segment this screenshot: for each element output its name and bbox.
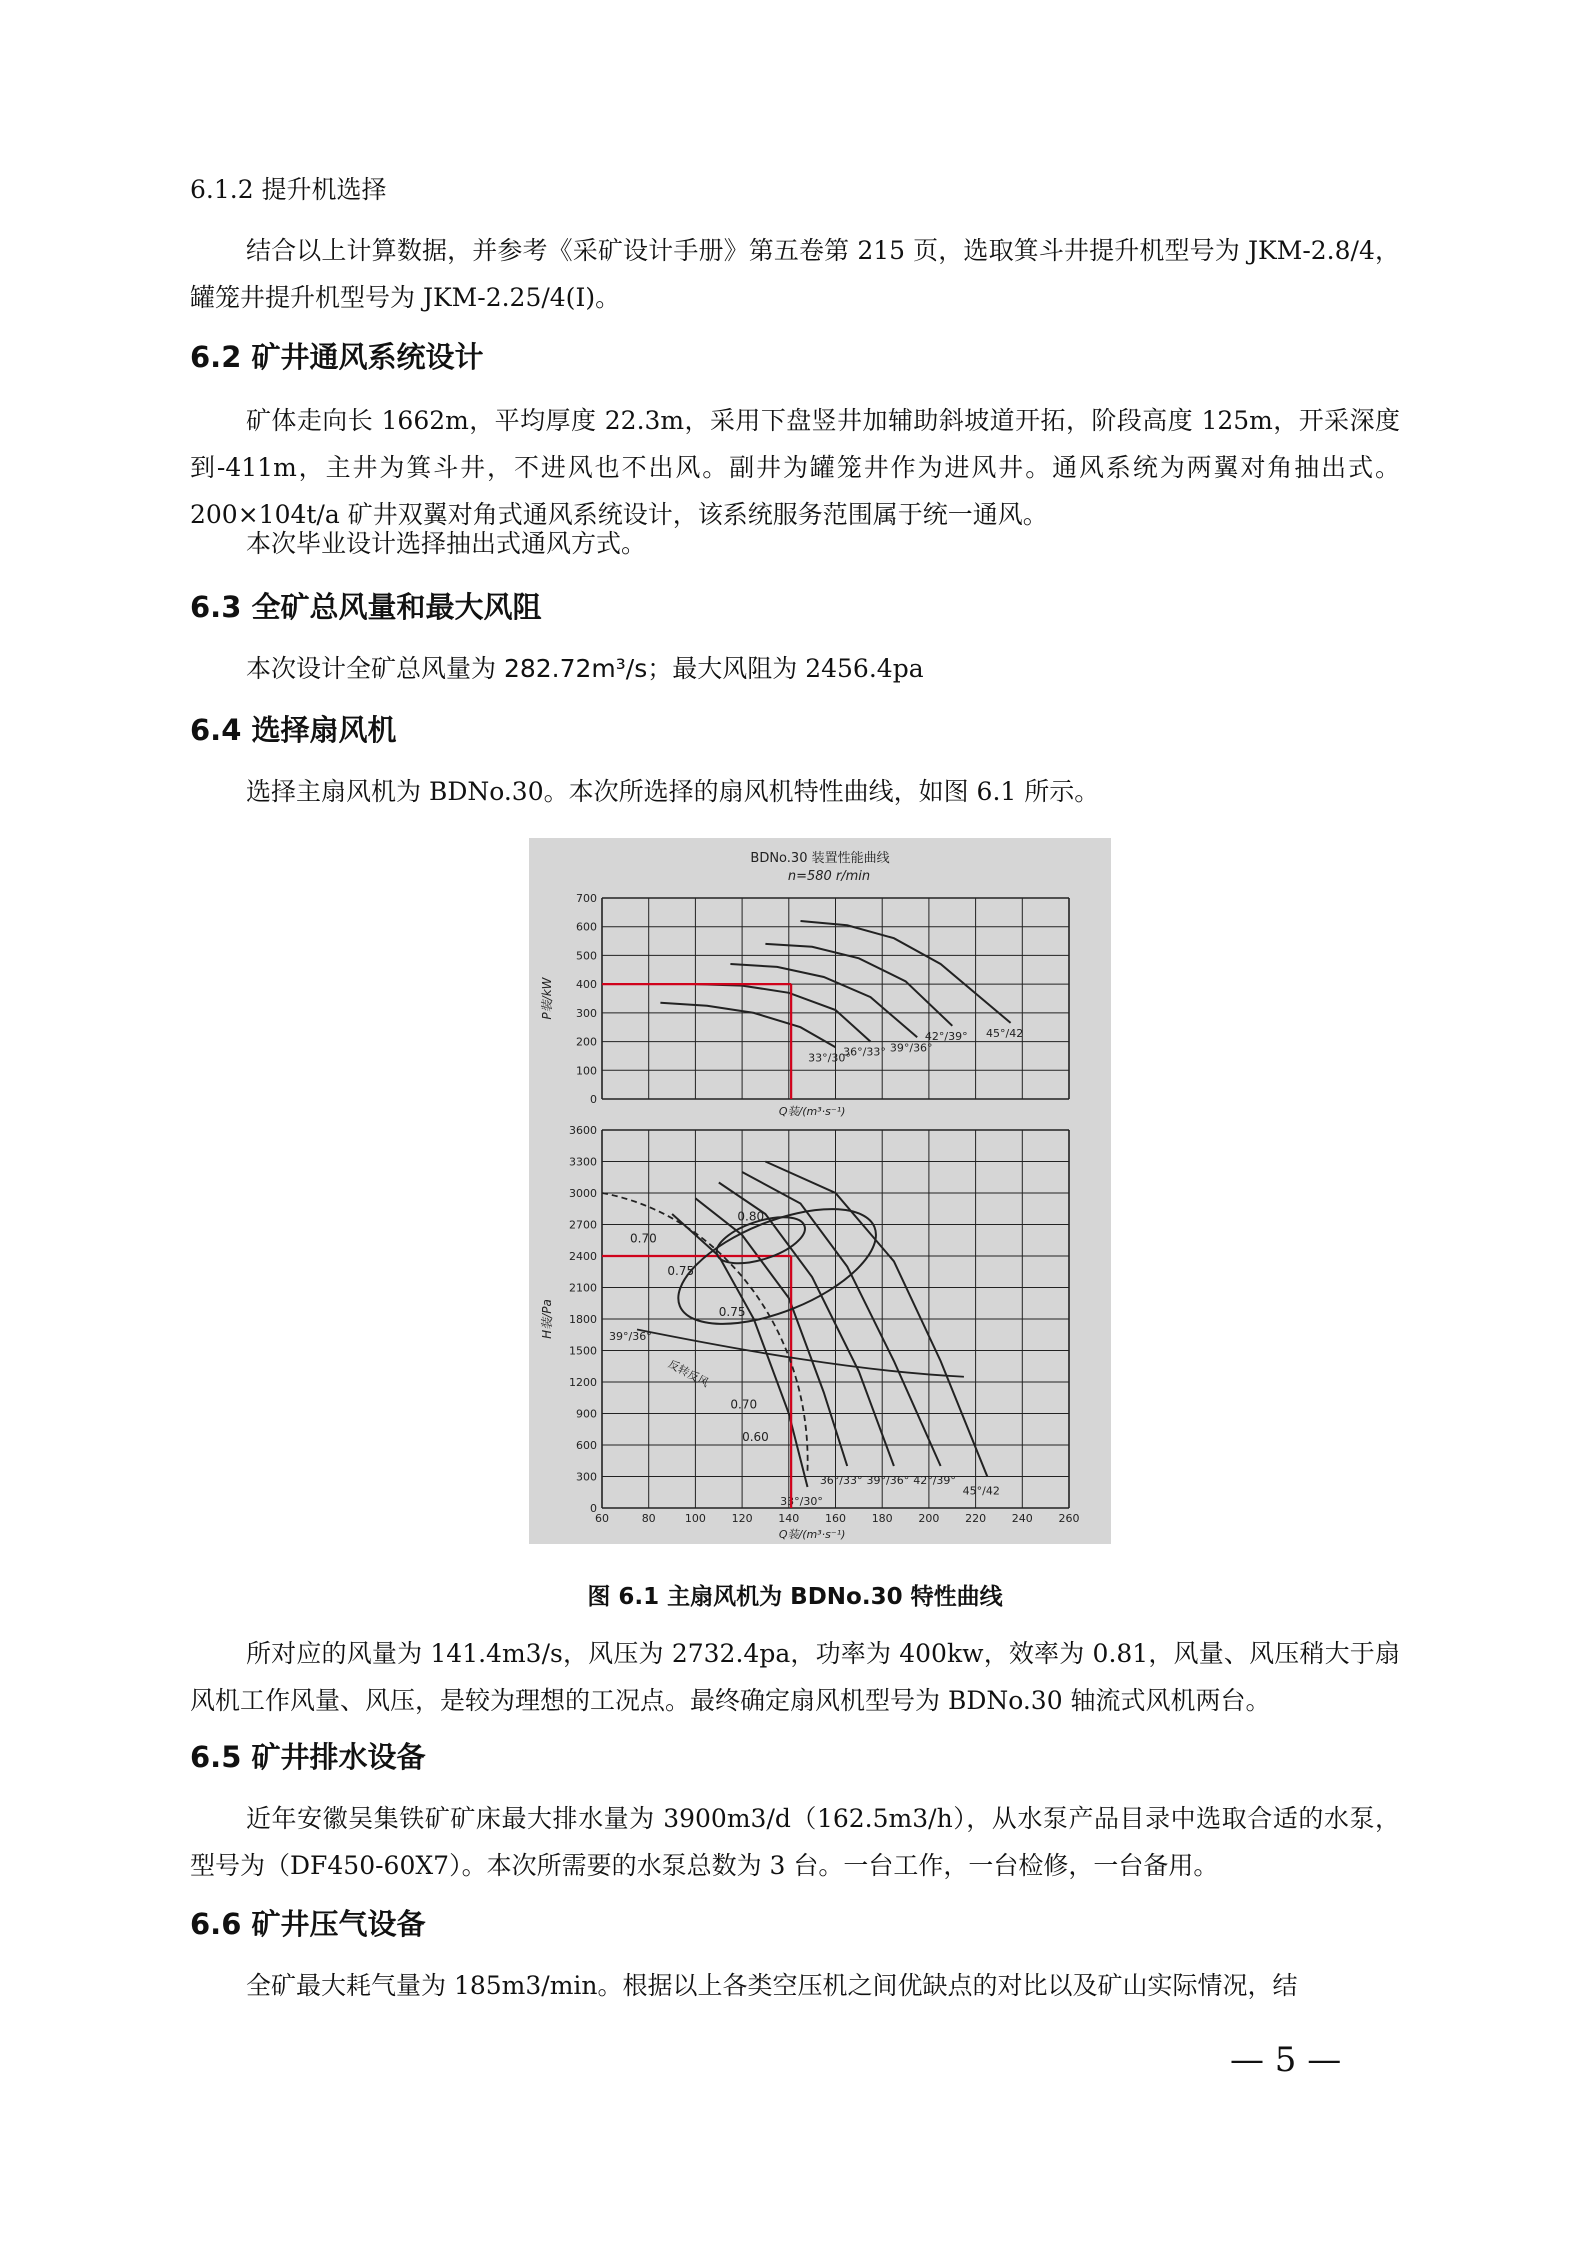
- chart-title: BDNo.30 装置性能曲线: [750, 851, 890, 866]
- series-label: 36°/33°: [843, 1045, 886, 1059]
- x-tick-label: 160: [825, 1512, 846, 1525]
- efficiency-label: 0.75: [667, 1263, 695, 1278]
- y-tick-label: 1500: [569, 1344, 597, 1358]
- series-label: 42°/39°: [913, 1474, 956, 1487]
- y-tick-label: 900: [576, 1407, 597, 1421]
- x-tick-label: 140: [778, 1512, 800, 1525]
- y-tick-label: 2700: [569, 1218, 597, 1232]
- section-6-2-paragraph-2: 本次毕业设计选择抽出式通风方式。: [246, 529, 647, 558]
- section-6-3-heading: 6.3 全矿总风量和最大风阻: [190, 590, 542, 624]
- y-tick-label: 300: [576, 1470, 597, 1484]
- y-tick-label: 600: [576, 920, 597, 934]
- series-label: 33°/30°: [808, 1051, 851, 1065]
- section-6-4-paragraph-2: 所对应的风量为 141.4m3/s，风压为 2732.4pa，功率为 400kw，效率为 0.81，风量、风压稍大于扇风机工作风量、风压，是较为理想的工况点。最终确定扇风机型号为 BDNo.30 轴流式风机两台。: [190, 1639, 1400, 1715]
- series-label: 33°/30°: [780, 1495, 823, 1508]
- section-6-3-text-b: ；最大风阻为 2456.4pa: [647, 654, 924, 683]
- x-tick-label: 260: [1058, 1512, 1080, 1525]
- x-tick-label: 100: [684, 1512, 706, 1525]
- series-label: 45°/42: [986, 1026, 1024, 1040]
- figure-caption: 图 6.1 主扇风机为 BDNo.30 特性曲线: [587, 1584, 1003, 1610]
- y-tick-label: 3300: [569, 1155, 597, 1169]
- section-6-3-paragraph: [190, 645, 1400, 692]
- y-tick-label: 0: [590, 1502, 597, 1515]
- y-tick-label: 500: [576, 949, 597, 963]
- chart-subtitle: n=580 r/min: [787, 869, 871, 884]
- series-label: 39°/36°: [889, 1041, 933, 1055]
- series-label: 36°/33°: [819, 1474, 863, 1487]
- efficiency-label: 0.80: [737, 1209, 765, 1224]
- x-tick-label: 120: [731, 1512, 753, 1525]
- y-tick-label: 300: [576, 1006, 597, 1020]
- efficiency-label: 0.60: [742, 1429, 769, 1444]
- fan-performance-chart: [529, 838, 1111, 1544]
- section-6-1-2-paragraph: 结合以上计算数据，并参考《采矿设计手册》第五卷第 215 页，选取箕斗井提升机型号为 JKM-2.8/4，罐笼井提升机型号为 JKM-2.25/4(Ⅰ)。: [190, 236, 1400, 312]
- page-number: — 5 —: [1230, 2040, 1342, 2080]
- efficiency-label: 0.75: [718, 1304, 746, 1319]
- y-tick-label: 0: [590, 1093, 597, 1106]
- series-line-0: [801, 921, 1011, 1023]
- efficiency-contour: [663, 1185, 891, 1347]
- y-tick-label: 100: [576, 1064, 597, 1078]
- efficiency-label: 0.70: [630, 1231, 657, 1246]
- series-label: 42°/39°: [924, 1029, 968, 1043]
- annotation-label: 反转反风: [665, 1357, 711, 1390]
- section-6-6-paragraph: 全矿最大耗气量为 185m3/min。根据以上各类空压机之间优缺点的对比以及矿山实际情况，结: [246, 1971, 1298, 2000]
- x-tick-label: 240: [1011, 1512, 1033, 1525]
- x-tick-label: 220: [965, 1512, 987, 1525]
- series-line-0: [730, 964, 917, 1037]
- y-tick-label: 2100: [569, 1281, 597, 1295]
- total-airflow-value: 282.72m³/s: [503, 654, 648, 683]
- series-label: 45°/42: [962, 1484, 1000, 1498]
- y-tick-label: 1200: [569, 1376, 597, 1389]
- section-6-1-2-heading: 6.1.2 提升机选择: [190, 175, 387, 204]
- annotation-label: 39°/36°: [609, 1330, 652, 1343]
- section-6-5-paragraph: 近年安徽吴集铁矿矿床最大排水量为 3900m3/d（162.5m3/h），从水泵产品目录中选取合适的水泵，型号为（DF450-60X7）。本次所需要的水泵总数为 3 台。一台工作，一台检修，一台备用。: [190, 1804, 1400, 1880]
- section-6-2-heading: 6.2 矿井通风系统设计: [190, 340, 484, 374]
- y-tick-label: 600: [576, 1439, 597, 1452]
- x-tick-label: 180: [871, 1512, 893, 1525]
- x-tick-label: 80: [641, 1512, 656, 1525]
- y-tick-label: 200: [576, 1035, 597, 1049]
- x-axis-label: Q装/(m³·s⁻¹): [778, 1528, 846, 1541]
- efficiency-label: 0.70: [730, 1397, 758, 1412]
- y-tick-label: 1800: [569, 1313, 597, 1326]
- x-tick-label: 60: [595, 1512, 609, 1525]
- y-tick-label: 400: [576, 978, 597, 992]
- section-6-2-paragraph-1: 矿体走向长 1662m，平均厚度 22.3m，采用下盘竖井加辅助斜坡道开拓，阶段高度 125m，开采深度到-411m，主井为箕斗井，不进风也不出风。副井为罐笼井作为进风井。通风系统为两翼对角抽出式。200×104t/a 矿井双翼对角式通风系统设计，该系统服务范围属于统一通风。: [190, 406, 1400, 529]
- y-tick-label: 2400: [569, 1250, 597, 1263]
- series-line-0: [765, 944, 952, 1026]
- section-6-4-paragraph-1: 选择主扇风机为 BDNo.30。本次所选择的扇风机特性曲线，如图 6.1 所示。: [246, 777, 1100, 806]
- section-6-4-heading: 6.4 选择扇风机: [190, 713, 397, 747]
- y-tick-label: 700: [576, 892, 597, 905]
- y-axis-label: P装/kW: [540, 977, 554, 1020]
- series-label: 39°/36°: [866, 1474, 910, 1487]
- x-tick-label: 200: [918, 1512, 940, 1525]
- y-tick-label: 3000: [569, 1187, 597, 1200]
- y-tick-label: 3600: [569, 1124, 597, 1137]
- section-6-3-text-a: 本次设计全矿总风量为: [246, 654, 504, 683]
- series-line-1: [695, 1198, 847, 1466]
- fan-curve-svg: [529, 838, 1111, 1544]
- series-line-0: [660, 1003, 835, 1048]
- section-6-6-heading: 6.6 矿井压气设备: [190, 1907, 426, 1941]
- y-axis-label: H装/Pa: [540, 1299, 554, 1339]
- x-axis-label: Q装/(m³·s⁻¹): [778, 1105, 846, 1118]
- section-6-5-heading: 6.5 矿井排水设备: [190, 1740, 426, 1774]
